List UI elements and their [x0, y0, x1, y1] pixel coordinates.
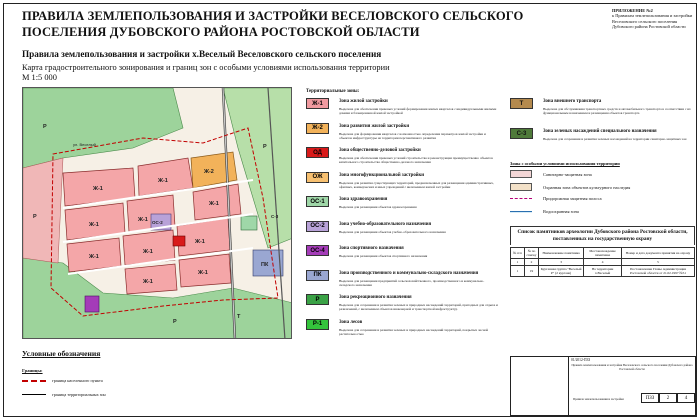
special-zone-swatch [510, 211, 532, 213]
zone-description: Выделена для обеспечения правовых условий формирования жилых кварталов с индивидуальными жилыми домами и блокированной жилой застройкой [339, 107, 497, 116]
zone-boundary-symbol [22, 394, 46, 395]
map-label-zone: Т [237, 314, 241, 320]
monuments-cell: 1 [511, 266, 525, 277]
map-label-zone: Ж-1 [89, 222, 99, 228]
zone-description: Выделена для размещения объектов спортивного назначения [339, 254, 428, 258]
special-zone-legend-item [510, 209, 690, 214]
monuments-cell: Курганная группа "Веселый Р" (2 кургана) [539, 266, 584, 277]
map-area-pink-west [23, 158, 63, 263]
legend-boundary-label: граница территориальных зон [52, 392, 106, 397]
map-label-zone: Р [33, 214, 37, 220]
title-block-sheets: 4 [677, 393, 695, 403]
zone-code-swatch: ОЖ [306, 172, 329, 183]
zone-code-swatch: ОД [306, 147, 329, 158]
zone-name: Зона рекреационного назначения [339, 295, 412, 300]
monuments-col-number: 1 [511, 259, 525, 266]
special-zone-legend-item [510, 196, 690, 201]
zone-name: Зона спортивного назначения [339, 246, 404, 251]
zone-code-swatch: Т [510, 98, 533, 109]
zone-name: Зона учебно-образовательного назначения [339, 221, 432, 227]
map-caption [22, 63, 390, 82]
monuments-header: № по списку [525, 248, 539, 259]
map-label-zone: Ж-1 [195, 239, 205, 245]
zone-description: Выделена для обеспечения правовых условий строительства и реконструкции преимущественно объектов капитального строительства общественно-делового назначения [339, 156, 493, 165]
map-label-zone: Ж-1 [138, 217, 148, 223]
map-label-zone: Р [43, 124, 47, 130]
zone-code-swatch: ПК [306, 270, 329, 281]
zone-name: Зона многофункциональной застройки [339, 172, 425, 178]
map-label-zone: Ж-1 [89, 254, 99, 260]
special-zone-legend-item [510, 183, 690, 191]
zone-code-swatch: ОС-1 [306, 196, 329, 207]
monuments-header: Местонахождение памятника [584, 248, 622, 259]
monuments-header-row [511, 248, 695, 259]
zoning-map-svg [23, 88, 292, 339]
zone-description: Выделена для развития существующих территорий, предназначенных для размещения административных, офисных, коммерческих и иных учреждений с включением жилой застройки [339, 180, 494, 189]
zone-code-swatch: ОС-2 [306, 221, 329, 232]
zone-name: Зона общественно-деловой застройки [339, 148, 421, 153]
zone-name: Зона развития жилой застройки [339, 123, 410, 129]
document-subtitle: Правила землепользования и застройки х.Веселый Веселовского сельского поселения [22, 49, 382, 59]
monuments-cell: На территории х.Веселый [584, 266, 622, 277]
monuments-table [510, 247, 695, 277]
legend-boundary-zones [22, 392, 106, 397]
zone-code-swatch: ОС-4 [306, 245, 329, 256]
zone-description: Выделена для обслуживания транспортных средств и автомобильного транспорта в соответствии с их функциональным назначением и размещения объектов транспорта [543, 107, 691, 116]
map-label-zone: Р [263, 144, 267, 150]
bounds-title: Границы: [22, 368, 43, 373]
monuments-col-number: 2 [525, 259, 539, 266]
monuments-header: № п/п [511, 248, 525, 259]
zone-code-swatch: Ж-2 [306, 123, 329, 134]
zone-code-swatch: Р-1 [306, 319, 329, 330]
zoning-map[interactable] [22, 87, 292, 339]
zone-code-swatch: С-3 [510, 128, 533, 139]
monuments-cell: 19 [525, 266, 539, 277]
monuments-number-row [511, 259, 695, 266]
monuments-cell: Постановление Главы Администрации Ростовской области от 21.02.1997 №51 [621, 266, 694, 277]
special-zone-label: Санитарно-защитная зона [543, 171, 592, 177]
zone-name: Зона лесов [339, 319, 363, 325]
map-label-zone: Ж-2 [204, 169, 214, 175]
map-label-zone: С-3 [271, 214, 279, 219]
special-zones-title: Зоны с особыми условиями использования территории [510, 161, 620, 166]
monuments-header: Номер и дата документа принятия на охрану [621, 248, 694, 259]
special-zone-legend-item [510, 170, 690, 178]
zone-description: Выделена для сохранения и развития зеленых и природных насаждений территорий, покрытых лесной растительностью [339, 327, 489, 336]
title-block-stage: ПЗЗ [641, 393, 659, 403]
special-zone-label: Придорожная защитная полоса [543, 196, 602, 201]
zone-description: Выделена для размещения предприятий сельскохозяйственного, производственного и коммунально-складского назначения [339, 278, 485, 287]
special-zone-swatch [510, 170, 532, 178]
map-area-forest-north [23, 88, 183, 168]
zone-code-swatch: Ж-1 [306, 98, 329, 109]
zone-name: Зона производственного и коммунально-складского назначения [339, 270, 479, 276]
monuments-title: Список памятников археологии Дубовского района Ростовской области, поставленных на государственную охрану [510, 226, 695, 245]
monuments-col-number: 3 [539, 259, 584, 266]
map-label-zone: ОС-2 [152, 220, 163, 225]
title-block-sheet-title: Правила землепользования и застройки [573, 397, 624, 401]
map-label-zone: Ж-1 [209, 201, 219, 207]
title-block-code: 01/2012-ПЗЗ [571, 358, 591, 362]
document-title: ПРАВИЛА ЗЕМЛЕПОЛЬЗОВАНИЯ И ЗАСТРОЙКИ ВЕСЕЛОВСКОГО СЕЛЬСКОГО ПОСЕЛЕНИЯ ДУБОВСКОГО РАЙОНА РОСТОВСКОЙ ОБЛАСТИ [22, 9, 524, 39]
map-label-zone: Ж-1 [158, 178, 168, 184]
map-label-zone: ПК [261, 262, 269, 268]
monuments-col-number: 5 [621, 259, 694, 266]
legend-boundary-settlement [22, 378, 103, 383]
map-label-zone: Ж-1 [198, 270, 208, 276]
appendix-stamp [612, 8, 696, 30]
legend-boundary-label: граница населенного пункта [52, 378, 103, 383]
map-area-os4 [85, 296, 99, 312]
map-label-street: ул. Веселый [73, 142, 96, 147]
zone-description: Выделена для размещения объектов здравоохранения [339, 205, 417, 209]
special-zone-swatch [510, 183, 532, 191]
map-scale: М 1:5 000 [22, 72, 57, 82]
appendix-heading: ПРИЛОЖЕНИЕ №2 [612, 8, 653, 13]
legend-title: Условные обозначения [22, 349, 101, 358]
appendix-text: к Правилам землепользования и застройки Веселовского сельского поселения Дубовского района Ростовской области [612, 13, 693, 30]
zone-description: Выделена для размещения объектов учебно-образовательного назначения [339, 229, 446, 234]
map-label-zone: Ж-1 [143, 279, 153, 285]
map-area-od [173, 236, 185, 246]
monuments-header: Наименование памятника [539, 248, 584, 259]
special-zone-swatch [510, 198, 532, 200]
zone-description: Выделена для сохранения и развития зеленых насаждений на территории санитарно-защитных зон [543, 137, 687, 141]
map-area-os1 [241, 216, 257, 230]
special-zone-label: Охранная зона объектов культурного наследия [543, 184, 631, 190]
map-label-zone: Ж-1 [93, 186, 103, 192]
title-block-signatures [511, 357, 569, 417]
zone-code-swatch: Р [306, 294, 329, 305]
title-block-description: Правила землепользования и застройки Веселовского сельского поселения Дубовского района Ростовской области [571, 363, 693, 371]
map-label-zone: Ж-1 [143, 249, 153, 255]
monuments-row [511, 266, 695, 277]
zone-name: Зона внешнего транспорта [543, 99, 602, 104]
zone-description: Выделена для формирования кварталов с возможностью определения параметров жилой застройки и объектов инфраструктуры на территории перспективного развития [339, 131, 486, 140]
map-caption-text: Карта градостроительного зонирования и границ зон с особыми условиями использования территории [22, 63, 390, 72]
special-zone-label: Водоохранная зона [543, 209, 579, 214]
title-block [510, 356, 696, 416]
title-block-sheet: 2 [659, 393, 677, 403]
map-label-zone: Р [173, 319, 177, 325]
settlement-boundary-symbol [22, 380, 46, 382]
zone-description: Выделена для сохранения и развития зеленых и природных насаждений территорий, пригодных для отдыха и развлечений, с включением объектов инженерной и транспортной инфраструктур [339, 303, 498, 312]
zone-name: Зона здравоохранения [339, 197, 388, 202]
zone-name: Зона жилой застройки [339, 99, 388, 104]
zones-title: Территориальные зоны: [306, 89, 360, 94]
zone-name: Зона зеленых насаждений специального назначения [543, 129, 657, 134]
monuments-col-number: 4 [584, 259, 622, 266]
